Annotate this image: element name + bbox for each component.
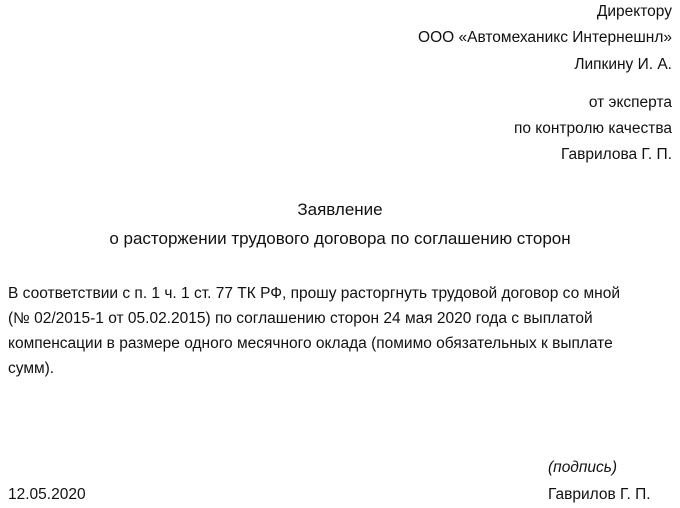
body-line: компенсации в размере одного месячного оклада (помимо обязательных к выплате bbox=[8, 335, 613, 352]
document-date: 12.05.2020 bbox=[8, 486, 86, 503]
sender-name: Гаврилова Г. П. bbox=[560, 146, 672, 163]
sender-position: по контролю качества bbox=[513, 120, 672, 137]
body-paragraph bbox=[8, 281, 672, 381]
addressee-name: Липкину И. А. bbox=[574, 56, 672, 73]
addressee-position: Директору bbox=[596, 3, 672, 20]
body-line: В соответствии с п. 1 ч. 1 ст. 77 ТК РФ, прошу расторгнуть трудовой договор со мной bbox=[8, 285, 620, 302]
body-line: сумм). bbox=[8, 360, 55, 377]
body-line: (№ 02/2015-1 от 05.02.2015) по соглашению сторон 24 мая 2020 года с выплатой bbox=[8, 310, 593, 327]
document-title: Заявление bbox=[297, 200, 383, 219]
document-subject: о расторжении трудового договора по соглашению сторон bbox=[109, 229, 571, 248]
addressee-company: ООО «Автомеханикс Интернешнл» bbox=[418, 29, 672, 46]
signature-label: (подпись) bbox=[548, 459, 618, 476]
signer-name: Гаврилов Г. П. bbox=[548, 486, 651, 503]
sender-from: от эксперта bbox=[588, 94, 672, 111]
